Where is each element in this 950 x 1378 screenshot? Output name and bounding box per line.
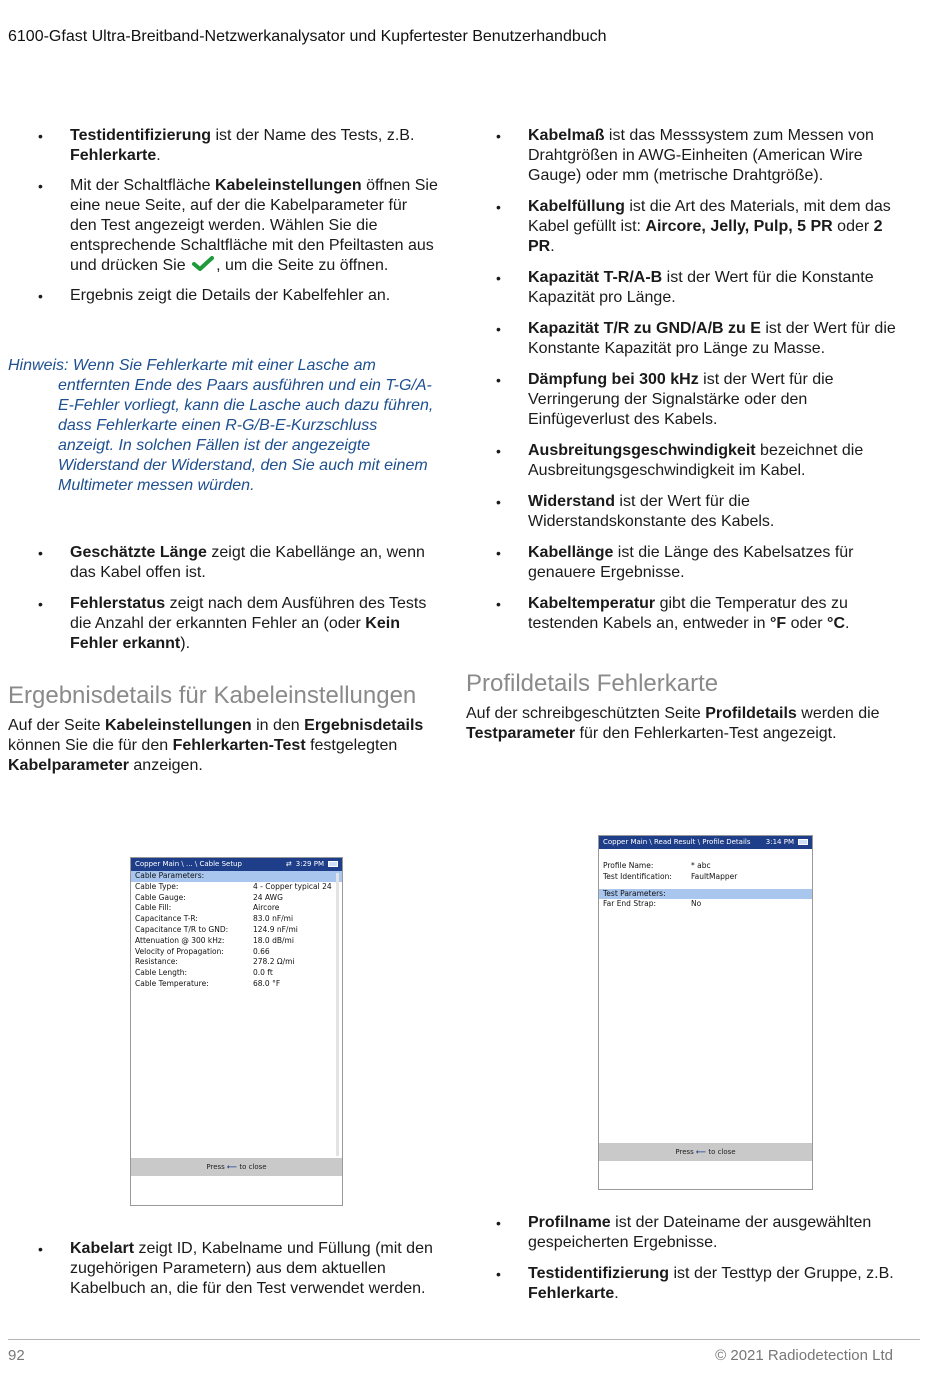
list-item: • Testidentifizierung ist der Testtyp der Gruppe, z.B. Fehlerkarte. (466, 1264, 906, 1304)
list-item: • Kabelfüllung ist die Art des Materials, mit dem das Kabel gefüllt ist: Aircore, Jelly, Pulp, 5 PR oder 2 PR. (466, 197, 906, 257)
section-row: Cable Parameters: (131, 871, 342, 882)
parameter-value: 124.9 nF/mi (253, 924, 298, 934)
parameter-label: Capacitance T-R: (135, 914, 198, 924)
parameter-row (131, 968, 342, 979)
list-item: • Mit der Schaltfläche Kabeleinstellungen öffnen Sie eine neue Seite, auf der die Kabelparameter für den Test angezeigt werden. Wählen Sie die entsprechende Schaltfläche mit den Pfeiltasten aus und drücken Sie , um die Seite zu öffnen. (8, 176, 438, 276)
parameter-row (599, 899, 812, 910)
footer-divider (8, 1339, 920, 1340)
parameter-value: 83.0 nF/mi (253, 914, 294, 924)
section-heading: Ergebnisdetails für Kabeleinstellungen (8, 682, 417, 709)
list-item: • Kapazität T-R/A-B ist der Wert für die Konstante Kapazität pro Länge. (466, 268, 906, 308)
parameter-label: Cable Type: (135, 881, 179, 891)
parameter-value: No (691, 899, 702, 909)
parameter-row (131, 914, 342, 925)
cable-setup-screenshot (130, 857, 343, 1206)
list-item: • Ausbreitungsgeschwindigkeit bezeichnet die Ausbreitungsgeschwindigkeit im Kabel. (466, 441, 906, 481)
bullet-list (466, 126, 906, 634)
parameter-value: Aircore (253, 903, 280, 913)
profile-details-screenshot (598, 835, 813, 1190)
list-item: • Kapazität T/R zu GND/A/B zu E ist der Wert für die Konstante Kapazität pro Länge zu Masse. (466, 319, 906, 359)
parameter-label: Attenuation @ 300 kHz: (135, 935, 225, 945)
parameter-value: * abc (691, 861, 711, 870)
parameter-row (131, 957, 342, 968)
parameter-label: Cable Fill: (135, 903, 172, 913)
parameter-value: FaultMapper (691, 871, 738, 881)
list-item: • Widerstand ist der Wert für die Widerstandskonstante des Kabels. (466, 492, 906, 532)
bullet-list (8, 543, 438, 654)
profile-field-list (599, 861, 812, 883)
parameter-row (131, 893, 342, 904)
list-item: • Fehlerstatus zeigt nach dem Ausführen des Tests die Anzahl der erkannten Fehler an (oder Kein Fehler erkannt). (8, 594, 438, 654)
parameter-label: Velocity of Propagation: (135, 946, 224, 956)
parameter-label: Cable Temperature: (135, 978, 209, 988)
parameter-row (131, 882, 342, 893)
section-row: Test Parameters: (599, 889, 812, 900)
parameter-value: 0.66 (253, 946, 270, 956)
left-column (8, 126, 438, 776)
page-number: 92 (8, 1347, 25, 1364)
list-item: • Geschätzte Länge zeigt die Kabellänge an, wenn das Kabel offen ist. (8, 543, 438, 583)
back-arrow-icon: ⟵ (696, 1148, 707, 1156)
list-item: • Kabelmaß ist das Messsystem zum Messen von Drahtgrößen in AWG-Einheiten (American Wire Gauge) oder mm (metrische Drahtgröße). (466, 126, 906, 186)
parameter-row (131, 903, 342, 914)
parameter-row (131, 979, 342, 990)
parameter-row (131, 947, 342, 958)
parameter-label: Cable Gauge: (135, 892, 186, 902)
sync-icon: ⇄ (285, 860, 292, 869)
parameter-value: 0.0 ft (253, 968, 273, 978)
parameter-label: Far End Strap: (603, 899, 656, 909)
screen-footer: Press ⟵ to close (599, 1143, 812, 1161)
checkmark-icon (192, 256, 214, 272)
bullet-list (8, 126, 438, 306)
battery-icon (798, 839, 808, 845)
test-parameter-list (599, 899, 812, 910)
back-arrow-icon: ⟵ (227, 1163, 238, 1171)
section-heading: Profildetails Fehlerkarte (466, 670, 719, 697)
paragraph: Auf der schreibgeschützten Seite Profildetails werden die Testparameter für den Fehlerkarten-Test angezeigt. (466, 705, 880, 742)
parameter-value: 278.2 Ω/mi (253, 957, 295, 967)
paragraph: Auf der Seite Kabeleinstellungen in den Ergebnisdetails können Sie die für den Fehlerkarten-Test festgelegten Kabelparameter anzeigen. (8, 717, 424, 774)
parameter-label: Capacitance T/R to GND: (135, 924, 229, 934)
parameter-value: 24 AWG (253, 892, 283, 902)
list-item: • Kabeltemperatur gibt die Temperatur des zu testenden Kabels an, entweder in °F oder °C. (466, 594, 906, 634)
parameter-value: 4 - Copper typical 24 (253, 881, 332, 891)
screen-footer: Press ⟵ to close (131, 1158, 342, 1176)
parameter-label: Profile Name: (603, 861, 654, 870)
parameter-label: Cable Length: (135, 968, 188, 978)
parameter-row (131, 936, 342, 947)
screen-title-bar: Copper Main \ ... \ Cable Setup ⇄ 3:29 PM (131, 858, 342, 871)
scrollbar (336, 873, 339, 1156)
parameter-row (599, 861, 812, 872)
note-text: Hinweis: Wenn Sie Fehlerkarte mit einer Lasche am entfernten Ende des Paars ausführen und ein T-G/A-E-Fehler vorliegt, kann die Lasche auch dazu führen, dass Fehlerkarte einen R-G/B-E-Kurzschluss anzeigt. In solchen Fällen ist der angezeigte Widerstand der Widerstand, den Sie auch mit einem Multimeter messen würden. (8, 357, 434, 494)
list-item: • Profilname ist der Dateiname der ausgewählten gespeicherten Ergebnisse. (466, 1213, 906, 1253)
screen-title-bar: Copper Main \ Read Result \ Profile Details 3:14 PM (599, 836, 812, 849)
copyright: © 2021 Radiodetection Ltd (715, 1347, 893, 1364)
parameter-row (599, 872, 812, 883)
bullet-list (466, 1213, 906, 1315)
parameter-label: Resistance: (135, 957, 178, 967)
bullet-list (8, 1239, 438, 1310)
parameter-label: Test Identification: (603, 871, 672, 881)
battery-icon (328, 861, 338, 867)
list-item: • Kabellänge ist die Länge des Kabelsatzes für genauere Ergebnisse. (466, 543, 906, 583)
parameter-row (131, 925, 342, 936)
list-item: • Kabelart zeigt ID, Kabelname und Füllung (mit den zugehörigen Parametern) aus dem aktuellen Kabelbuch an, die für den Test verwendet werden. (8, 1239, 438, 1299)
parameter-value: 18.0 dB/mi (253, 935, 294, 945)
list-item: • Testidentifizierung ist der Name des Tests, z.B. Fehlerkarte. (8, 126, 438, 166)
parameter-value: 68.0 °F (253, 978, 281, 988)
list-item: • Ergebnis zeigt die Details der Kabelfehler an. (8, 286, 438, 306)
list-item: • Dämpfung bei 300 kHz ist der Wert für die Verringerung der Signalstärke oder den Einfügeverlust des Kabels. (466, 370, 906, 430)
parameter-list (131, 882, 342, 990)
page-header-title: 6100-Gfast Ultra-Breitband-Netzwerkanalysator und Kupfertester Benutzerhandbuch (8, 28, 607, 45)
right-column (466, 126, 906, 744)
